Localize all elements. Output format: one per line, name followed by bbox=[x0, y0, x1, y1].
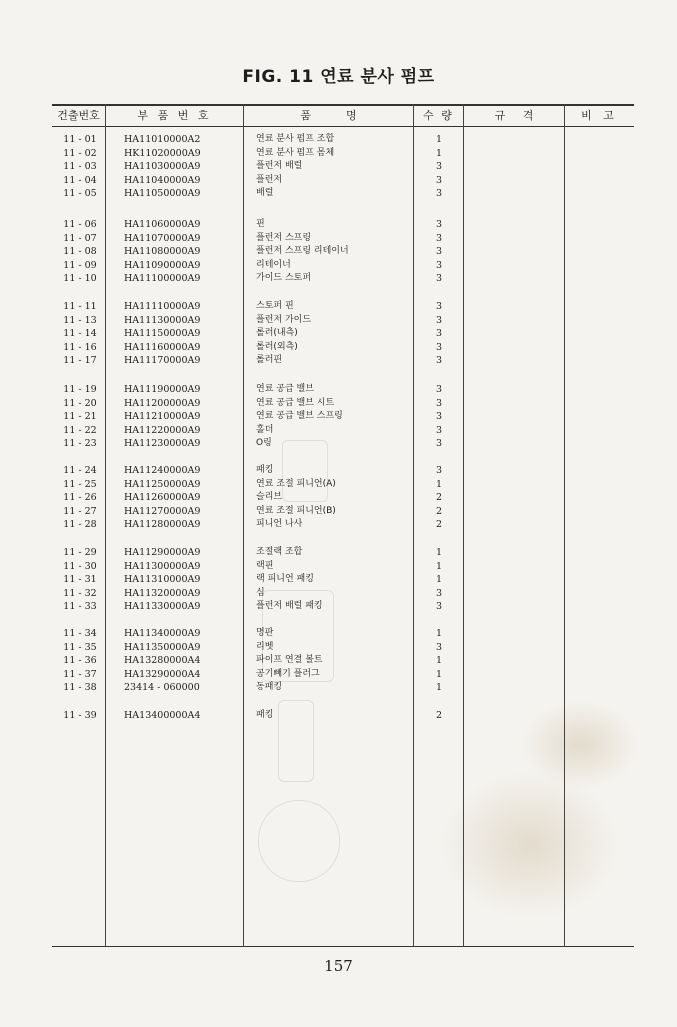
item-number: 11 - 25 bbox=[63, 478, 97, 490]
part-number: HA11040000A9 bbox=[124, 174, 201, 186]
part-number: HA11170000A9 bbox=[124, 355, 201, 367]
table-header-rule bbox=[52, 126, 634, 127]
quantity: 3 bbox=[435, 384, 443, 395]
part-name: 플런저 스프링 리테이너 bbox=[256, 246, 349, 257]
part-name: 홀더 bbox=[256, 424, 274, 435]
part-name: 핀 bbox=[256, 219, 265, 229]
column-divider bbox=[105, 104, 106, 946]
column-header-part-number: 부 품 번 호 bbox=[137, 109, 212, 122]
item-number: 11 - 10 bbox=[63, 273, 97, 285]
item-number: 11 - 07 bbox=[63, 232, 97, 244]
item-number: 11 - 38 bbox=[63, 682, 97, 694]
item-number: 11 - 03 bbox=[63, 161, 97, 173]
part-name: 조절랙 조합 bbox=[256, 547, 303, 557]
part-name: 공기빼기 플러그 bbox=[256, 668, 320, 679]
part-number: HA11160000A9 bbox=[124, 341, 201, 353]
part-number: HA11280000A9 bbox=[124, 519, 201, 531]
part-number: HA13400000A4 bbox=[124, 710, 201, 721]
part-number: 23414 - 060000 bbox=[124, 682, 200, 694]
quantity: 1 bbox=[435, 547, 443, 558]
part-number: HA11110000A9 bbox=[124, 301, 201, 312]
quantity: 2 bbox=[435, 492, 443, 504]
quantity: 3 bbox=[435, 328, 443, 340]
quantity: 3 bbox=[435, 424, 443, 436]
quantity: 1 bbox=[435, 147, 443, 159]
part-number: HA11010000A2 bbox=[124, 134, 201, 145]
part-name: 연료 공급 밸브 시트 bbox=[256, 397, 335, 408]
quantity: 2 bbox=[435, 505, 443, 517]
quantity: 3 bbox=[435, 219, 443, 230]
item-number: 11 - 14 bbox=[63, 328, 97, 340]
quantity: 3 bbox=[435, 188, 443, 200]
part-name: 파이프 연결 볼트 bbox=[256, 655, 323, 666]
item-number: 11 - 24 bbox=[63, 465, 97, 476]
part-name: 패킹 bbox=[256, 710, 274, 720]
part-name: 롤러핀 bbox=[256, 355, 283, 366]
quantity: 3 bbox=[435, 438, 443, 450]
paper-stain bbox=[520, 700, 640, 790]
part-name: 스토퍼 핀 bbox=[256, 301, 294, 311]
item-number: 11 - 19 bbox=[63, 384, 97, 395]
column-header-item-no: 건출번호 bbox=[57, 109, 100, 122]
part-number: HA11330000A9 bbox=[124, 601, 201, 613]
quantity: 3 bbox=[435, 273, 443, 285]
column-header-quantity: 수 량 bbox=[423, 109, 454, 122]
part-number: HA11250000A9 bbox=[124, 478, 201, 490]
part-number: HA13290000A4 bbox=[124, 668, 201, 680]
quantity: 3 bbox=[435, 314, 443, 326]
quantity: 3 bbox=[435, 246, 443, 258]
quantity: 3 bbox=[435, 397, 443, 409]
part-name: 리테이너 bbox=[256, 259, 291, 270]
part-name: 롤러(내측) bbox=[256, 328, 298, 339]
part-name: 피니언 나사 bbox=[256, 519, 303, 530]
column-header-part-name: 품 명 bbox=[300, 109, 357, 122]
part-name: 연료 분사 펌프 몸체 bbox=[256, 147, 335, 158]
table-bottom-rule bbox=[52, 946, 634, 947]
part-number: HA11050000A9 bbox=[124, 188, 201, 200]
quantity: 3 bbox=[435, 587, 443, 599]
page-number: 157 bbox=[324, 957, 353, 975]
item-number: 11 - 04 bbox=[63, 174, 97, 186]
part-name: O링 bbox=[256, 438, 272, 449]
item-number: 11 - 11 bbox=[63, 301, 97, 312]
item-number: 11 - 35 bbox=[63, 641, 97, 653]
quantity: 1 bbox=[435, 655, 443, 667]
part-name: 연료 공급 밸브 스프링 bbox=[256, 411, 343, 422]
column-header-spec: 규 격 bbox=[494, 109, 534, 122]
quantity: 3 bbox=[435, 161, 443, 173]
item-number: 11 - 06 bbox=[63, 219, 97, 230]
part-number: HA11300000A9 bbox=[124, 560, 201, 572]
part-number: HA11060000A9 bbox=[124, 219, 201, 230]
part-number: HA11260000A9 bbox=[124, 492, 201, 504]
item-number: 11 - 20 bbox=[63, 397, 97, 409]
bleed-through-drawing bbox=[258, 800, 340, 882]
item-number: 11 - 39 bbox=[63, 710, 97, 721]
quantity: 1 bbox=[435, 668, 443, 680]
part-number: HA11080000A9 bbox=[124, 246, 201, 258]
part-number: HA11220000A9 bbox=[124, 424, 201, 436]
part-name: 심 bbox=[256, 587, 265, 598]
item-number: 11 - 37 bbox=[63, 668, 97, 680]
column-divider bbox=[564, 104, 565, 946]
part-name: 연료 분사 펌프 조합 bbox=[256, 134, 335, 144]
item-number: 11 - 34 bbox=[63, 628, 97, 639]
item-number: 11 - 23 bbox=[63, 438, 97, 450]
quantity: 3 bbox=[435, 641, 443, 653]
part-name: 플런저 가이드 bbox=[256, 314, 312, 325]
item-number: 11 - 05 bbox=[63, 188, 97, 200]
paper-stain bbox=[440, 770, 620, 920]
part-name: 연료 조절 피니언(B) bbox=[256, 505, 336, 516]
part-number: HA11270000A9 bbox=[124, 505, 201, 517]
part-name: 가이드 스토퍼 bbox=[256, 273, 312, 284]
part-number: HA11070000A9 bbox=[124, 232, 201, 244]
part-number: HA11310000A9 bbox=[124, 574, 201, 586]
item-number: 11 - 22 bbox=[63, 424, 97, 436]
item-number: 11 - 02 bbox=[63, 147, 97, 159]
part-number: HA13280000A4 bbox=[124, 655, 201, 667]
item-number: 11 - 09 bbox=[63, 259, 97, 271]
quantity: 3 bbox=[435, 301, 443, 312]
quantity: 3 bbox=[435, 232, 443, 244]
page-title: FIG. 11 연료 분사 펌프 bbox=[242, 67, 435, 87]
quantity: 2 bbox=[435, 710, 443, 721]
quantity: 1 bbox=[435, 478, 443, 490]
part-name: 슬리브 bbox=[256, 492, 283, 503]
item-number: 11 - 16 bbox=[63, 341, 97, 353]
part-name: 랙 피니언 패킹 bbox=[256, 574, 314, 585]
item-number: 11 - 27 bbox=[63, 505, 97, 517]
item-number: 11 - 26 bbox=[63, 492, 97, 504]
item-number: 11 - 29 bbox=[63, 547, 97, 558]
part-name: 동패킹 bbox=[256, 682, 283, 693]
part-name: 플런저 bbox=[256, 174, 283, 185]
part-number: HA11100000A9 bbox=[124, 273, 201, 285]
item-number: 11 - 28 bbox=[63, 519, 97, 531]
part-name: 배럴 bbox=[256, 188, 274, 199]
part-number: HA11190000A9 bbox=[124, 384, 201, 395]
part-name: 롤러(외측) bbox=[256, 341, 298, 352]
quantity: 3 bbox=[435, 174, 443, 186]
item-number: 11 - 01 bbox=[63, 134, 97, 145]
part-name: 플런저 배럴 패킹 bbox=[256, 601, 323, 612]
quantity: 1 bbox=[435, 560, 443, 572]
part-number: HA11150000A9 bbox=[124, 328, 201, 340]
quantity: 1 bbox=[435, 134, 443, 145]
quantity: 1 bbox=[435, 628, 443, 639]
part-number: HA11290000A9 bbox=[124, 547, 201, 558]
part-number: HA11090000A9 bbox=[124, 259, 201, 271]
item-number: 11 - 32 bbox=[63, 587, 97, 599]
item-number: 11 - 13 bbox=[63, 314, 97, 326]
quantity: 3 bbox=[435, 259, 443, 271]
item-number: 11 - 08 bbox=[63, 246, 97, 258]
quantity: 1 bbox=[435, 682, 443, 694]
part-number: HA11350000A9 bbox=[124, 641, 201, 653]
item-number: 11 - 30 bbox=[63, 560, 97, 572]
item-number: 11 - 36 bbox=[63, 655, 97, 667]
part-name: 플런저 스프링 bbox=[256, 232, 312, 243]
part-name: 연료 공급 밸브 bbox=[256, 384, 314, 394]
part-name: 랙핀 bbox=[256, 560, 274, 571]
quantity: 1 bbox=[435, 574, 443, 586]
quantity: 3 bbox=[435, 411, 443, 423]
item-number: 11 - 33 bbox=[63, 601, 97, 613]
quantity: 3 bbox=[435, 465, 443, 476]
part-name: 플런저 배럴 bbox=[256, 161, 303, 172]
item-number: 11 - 17 bbox=[63, 355, 97, 367]
part-number: HA11240000A9 bbox=[124, 465, 201, 476]
part-number: HK11020000A9 bbox=[124, 147, 201, 159]
part-number: HA11200000A9 bbox=[124, 397, 201, 409]
column-divider bbox=[243, 104, 244, 946]
part-name: 패킹 bbox=[256, 465, 274, 475]
quantity: 3 bbox=[435, 355, 443, 367]
part-number: HA11210000A9 bbox=[124, 411, 201, 423]
part-name: 명판 bbox=[256, 628, 274, 638]
column-header-remarks: 비 고 bbox=[581, 109, 618, 122]
part-number: HA11030000A9 bbox=[124, 161, 201, 173]
part-name: 리벳 bbox=[256, 641, 274, 652]
part-number: HA11230000A9 bbox=[124, 438, 201, 450]
quantity: 3 bbox=[435, 601, 443, 613]
quantity: 2 bbox=[435, 519, 443, 531]
item-number: 11 - 31 bbox=[63, 574, 97, 586]
part-number: HA11340000A9 bbox=[124, 628, 201, 639]
part-number: HA11130000A9 bbox=[124, 314, 201, 326]
item-number: 11 - 21 bbox=[63, 411, 97, 423]
quantity: 3 bbox=[435, 341, 443, 353]
part-name: 연료 조절 피니언(A) bbox=[256, 478, 336, 489]
part-number: HA11320000A9 bbox=[124, 587, 201, 599]
